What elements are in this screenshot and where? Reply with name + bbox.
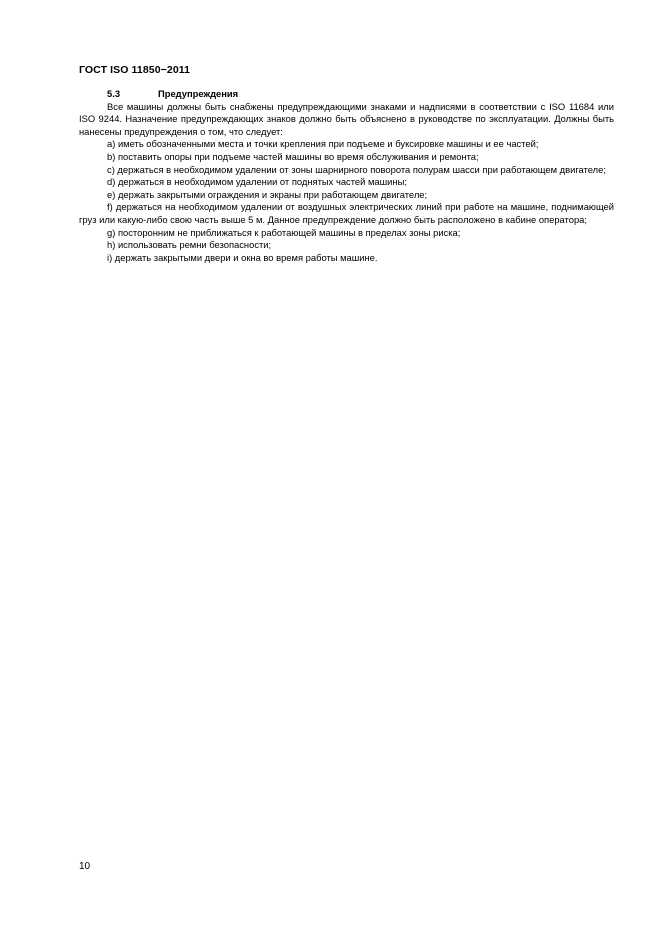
list-item-f: f) держаться на необходимом удалении от воздушных электрических линий при работе на машине, поднимающей груз или какую-либо свою часть выше 5 м. Данное предупреждение должно быть расположено в кабине оператора; <box>79 201 614 225</box>
section-number: 5.3 <box>107 88 121 99</box>
page-number: 10 <box>79 861 91 872</box>
section-intro: Все машины должны быть снабжены предупреждающими знаками и надписями в соответствии с ISO 11684 или ISO 9244. Назначение предупреждающих знаков должно быть объяснено в руководстве по эксплуатации. Должны быть нанесены предупреждения о том, что следует: <box>79 100 614 137</box>
list-item-a: a) иметь обозначенными места и точки крепления при подъеме и буксировке машины и ее частей; <box>107 138 539 150</box>
list-item-e: e) держать закрытыми ограждения и экраны при работающем двигателе; <box>107 188 428 200</box>
list-item-c: c) держаться в необходимом удалении от зоны шарнирного поворота полурам шасси при работающем двигателе; <box>107 163 606 175</box>
document-body <box>79 88 614 264</box>
list-item-i: i) держать закрытыми двери и окна во время работы машине. <box>107 251 378 263</box>
document-header: ГОСТ ISO 11850−2011 <box>79 64 191 76</box>
section-heading <box>79 88 614 101</box>
list-item-d: d) держаться в необходимом удалении от поднятых частей машины; <box>107 176 407 188</box>
list-item-b: b) поставить опоры при подъеме частей машины во время обслуживания и ремонта; <box>107 150 479 162</box>
list-item-h: h) использовать ремни безопасности; <box>107 239 272 251</box>
section-title: Предупреждения <box>158 88 239 99</box>
list-item-g: g) посторонним не приближаться к работающей машины в пределах зоны риска; <box>107 226 461 238</box>
